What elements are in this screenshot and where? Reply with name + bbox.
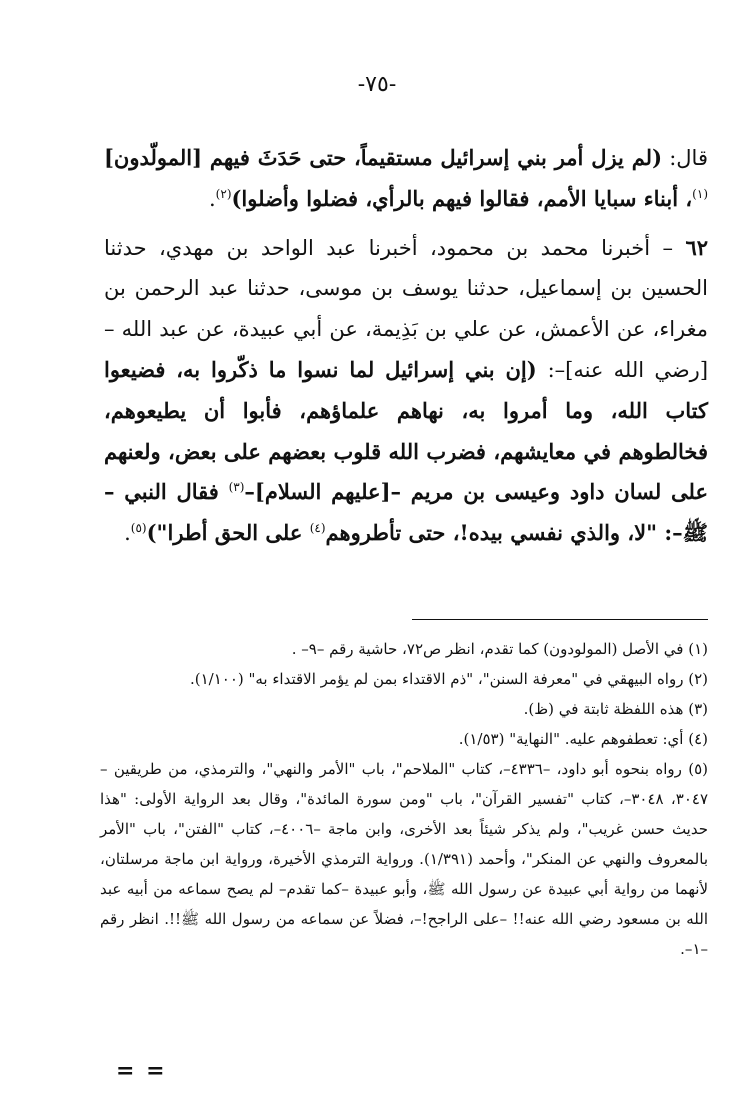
footnote-divider xyxy=(412,619,708,620)
p2-quote-1: (إن بني إسرائيل لما نسوا ما ذكّروا به، فضيعوا كتاب الله، وما أمروا به، نهاهم علماؤهم، فأبوا أن يطيعوهم، فخالطوهم في معايشهم، فضرب الله قلوب بعضهم على بعض، ولعنهم على لسان داود وعيسى بن مريم –[عليهم السلام]– xyxy=(104,356,709,505)
footnote-ref-2: (٢) xyxy=(215,186,232,201)
main-text xyxy=(104,138,708,554)
footnote-ref-5: (٥) xyxy=(130,521,147,536)
footnote-2: (٢) رواه البيهقي في "معرفة السنن"، "ذم الاقتداء بمن لم يؤمر الاقتداء به" (١/١٠٠). xyxy=(189,670,708,688)
p1-lead: قال: xyxy=(662,146,708,170)
p2-tail: . xyxy=(124,521,131,546)
footnote-3: (٣) هذه اللفظة ثابتة في (ظ). xyxy=(523,700,708,718)
p2-quote-3: على الحق أطرا") xyxy=(146,520,310,546)
hadith-number: ٦٢ xyxy=(685,234,708,260)
p1-tail: . xyxy=(208,186,216,211)
page-number: -٧٥- xyxy=(357,72,397,97)
paragraph-2 xyxy=(104,228,708,554)
footnote-ref-4: (٤) xyxy=(309,521,326,536)
isnad-text: – أخبرنا محمد بن محمود، أخبرنا عبد الواحد بن مهدي، حدثنا الحسين بن إسماعيل، حدثنا يوسف بن موسى، حدثنا عبد الرحمن بن مغراء، عن الأعمش، عن علي بن بَذِيمة، عن أبي عبيدة، عن عبد الله –[رضي الله عنه]–: xyxy=(104,235,709,382)
footnotes xyxy=(100,634,708,964)
p2-quote-2: فقال النبي –ﷺ–: "لا، والذي نفسي بيده!، حتى تأطروهم xyxy=(104,479,708,546)
footnote-5: (٥) رواه بنحوه أبو داود، –٤٣٣٦–، كتاب "الملاحم"، باب "الأمر والنهي"، والترمذي، من طريقين –٣٠٤٧، ٣٠٤٨–، كتاب "تفسير القرآن"، باب "ومن سورة المائدة"، وقال بعد الرواية الأولى: "هذا حديث حسن غريب"، ولم يذكر شيئاً بعد الأخرى، وابن ماجة –٤٠٠٦–، كتاب "الفتن"، باب "الأمر بالمعروف والنهي عن المنكر"، وأحمد (١/٣٩١). ورواية الترمذي الأخيرة، ورواية ابن ماجة مرسلتان، لأنهما من رواية أبي عبيدة عن رسول الله ﷺ، وأبو عبيدة –كما تقدم– لم يصح سماعه من أبيه عبد الله بن مسعود رضي الله عنه!! –على الراجح!–، فضلاً عن سماعه من رسول الله ﷺ!!. انظر رقم –١–. xyxy=(100,760,709,958)
p1-quote-2: ، أبناء سبايا الأمم، فقالوا فيهم بالرأي، فضلوا وأضلوا) xyxy=(231,185,693,211)
footnote-ref-3: (٣) xyxy=(228,480,245,495)
continuation-mark: = = xyxy=(116,1058,167,1084)
footnote-ref-1: (١) xyxy=(692,186,708,201)
footnote-1: (١) في الأصل (المولودون) كما تقدم، انظر ص٧٢، حاشية رقم –٩– . xyxy=(291,640,708,658)
footnote-4: (٤) أي: تعطفوهم عليه. "النهاية" (١/٥٣). xyxy=(458,730,708,748)
p1-quote-1: (لم يزل أمر بني إسرائيل مستقيماً، حتى حَدَثَ فيهم [المولّدون] xyxy=(104,145,663,170)
paragraph-1 xyxy=(104,138,708,220)
